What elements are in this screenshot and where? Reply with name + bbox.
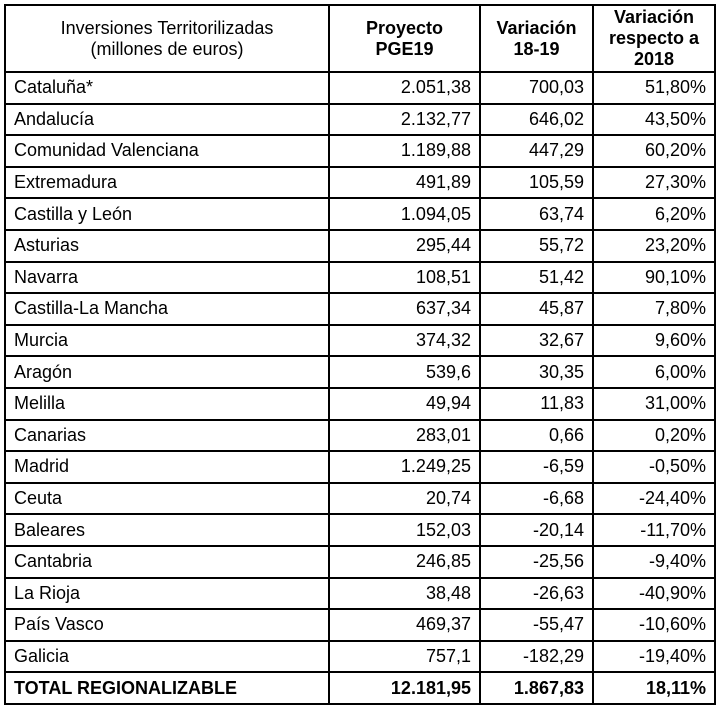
variacion-pct-cell: 31,00% <box>593 388 715 420</box>
table-row <box>5 609 715 641</box>
proyecto-cell: 1.094,05 <box>329 198 480 230</box>
header-variacion-pct-line1: Variación <box>613 7 695 27</box>
header-proyecto <box>329 5 480 72</box>
proyecto-cell: 2.051,38 <box>329 72 480 104</box>
variacion-cell: -20,14 <box>480 514 593 546</box>
table-row <box>5 167 715 199</box>
header-variacion-line1: Variación <box>496 17 577 38</box>
variacion-pct-cell: 51,80% <box>593 72 715 104</box>
table-row <box>5 262 715 294</box>
proyecto-cell: 469,37 <box>329 609 480 641</box>
table-row <box>5 198 715 230</box>
proyecto-cell: 246,85 <box>329 546 480 578</box>
region-cell: Canarias <box>5 420 329 452</box>
variacion-pct-cell: 43,50% <box>593 104 715 136</box>
variacion-pct-cell: 27,30% <box>593 167 715 199</box>
variacion-pct-cell: -11,70% <box>593 514 715 546</box>
table-row <box>5 546 715 578</box>
header-variacion <box>480 5 593 72</box>
variacion-cell: 63,74 <box>480 198 593 230</box>
region-cell: Castilla y León <box>5 198 329 230</box>
variacion-pct-cell: 60,20% <box>593 135 715 167</box>
table-row <box>5 135 715 167</box>
variacion-pct-cell: -24,40% <box>593 483 715 515</box>
investment-table <box>4 4 716 705</box>
total-variacion-pct: 18,11% <box>593 672 715 704</box>
region-cell: Navarra <box>5 262 329 294</box>
variacion-pct-cell: -0,50% <box>593 451 715 483</box>
region-cell: País Vasco <box>5 609 329 641</box>
table-row <box>5 325 715 357</box>
region-cell: Cantabria <box>5 546 329 578</box>
variacion-cell: -6,59 <box>480 451 593 483</box>
variacion-pct-cell: -10,60% <box>593 609 715 641</box>
region-cell: Andalucía <box>5 104 329 136</box>
proyecto-cell: 757,1 <box>329 641 480 673</box>
variacion-cell: -26,63 <box>480 578 593 610</box>
proyecto-cell: 49,94 <box>329 388 480 420</box>
variacion-pct-cell: -9,40% <box>593 546 715 578</box>
proyecto-cell: 295,44 <box>329 230 480 262</box>
proyecto-cell: 539,6 <box>329 356 480 388</box>
table-row <box>5 641 715 673</box>
region-cell: Extremadura <box>5 167 329 199</box>
variacion-cell: -6,68 <box>480 483 593 515</box>
header-proyecto-line2: PGE19 <box>375 38 434 59</box>
variacion-cell: 30,35 <box>480 356 593 388</box>
region-cell: Murcia <box>5 325 329 357</box>
region-cell: Ceuta <box>5 483 329 515</box>
proyecto-cell: 20,74 <box>329 483 480 515</box>
variacion-cell: -182,29 <box>480 641 593 673</box>
variacion-pct-cell: 9,60% <box>593 325 715 357</box>
variacion-cell: 11,83 <box>480 388 593 420</box>
region-cell: Castilla-La Mancha <box>5 293 329 325</box>
proyecto-cell: 374,32 <box>329 325 480 357</box>
variacion-cell: 32,67 <box>480 325 593 357</box>
variacion-cell: 447,29 <box>480 135 593 167</box>
header-row <box>5 5 715 72</box>
region-cell: Galicia <box>5 641 329 673</box>
variacion-pct-cell: 23,20% <box>593 230 715 262</box>
header-region-line2: (millones de euros) <box>90 38 244 59</box>
table-row <box>5 356 715 388</box>
proyecto-cell: 491,89 <box>329 167 480 199</box>
header-variacion-pct <box>593 5 715 72</box>
table-row <box>5 420 715 452</box>
proyecto-cell: 38,48 <box>329 578 480 610</box>
table-row <box>5 578 715 610</box>
region-cell: Comunidad Valenciana <box>5 135 329 167</box>
table-row <box>5 388 715 420</box>
header-proyecto-line1: Proyecto <box>365 17 444 38</box>
proyecto-cell: 108,51 <box>329 262 480 294</box>
variacion-pct-cell: 7,80% <box>593 293 715 325</box>
variacion-pct-cell: 6,00% <box>593 356 715 388</box>
variacion-cell: 55,72 <box>480 230 593 262</box>
variacion-cell: 51,42 <box>480 262 593 294</box>
table-row <box>5 293 715 325</box>
variacion-pct-cell: -19,40% <box>593 641 715 673</box>
table-row <box>5 514 715 546</box>
header-variacion-pct-line2: respecto a <box>608 28 700 48</box>
variacion-cell: 45,87 <box>480 293 593 325</box>
table-row <box>5 72 715 104</box>
header-variacion-line2: 18-19 <box>513 38 560 59</box>
table-row <box>5 230 715 262</box>
total-proyecto: 12.181,95 <box>329 672 480 704</box>
variacion-cell: 700,03 <box>480 72 593 104</box>
table-row <box>5 451 715 483</box>
region-cell: Baleares <box>5 514 329 546</box>
total-label: TOTAL REGIONALIZABLE <box>5 672 329 704</box>
variacion-cell: 105,59 <box>480 167 593 199</box>
region-cell: Madrid <box>5 451 329 483</box>
variacion-cell: 646,02 <box>480 104 593 136</box>
region-cell: La Rioja <box>5 578 329 610</box>
total-variacion: 1.867,83 <box>480 672 593 704</box>
variacion-cell: 0,66 <box>480 420 593 452</box>
region-cell: Melilla <box>5 388 329 420</box>
proyecto-cell: 637,34 <box>329 293 480 325</box>
region-cell: Aragón <box>5 356 329 388</box>
variacion-pct-cell: 90,10% <box>593 262 715 294</box>
header-region <box>5 5 329 72</box>
header-variacion-pct-line3: 2018 <box>633 49 675 69</box>
proyecto-cell: 152,03 <box>329 514 480 546</box>
region-cell: Cataluña* <box>5 72 329 104</box>
variacion-cell: -25,56 <box>480 546 593 578</box>
variacion-cell: -55,47 <box>480 609 593 641</box>
variacion-pct-cell: 6,20% <box>593 198 715 230</box>
variacion-pct-cell: -40,90% <box>593 578 715 610</box>
header-region-line1: Inversiones Territorilizadas <box>60 17 274 38</box>
total-row <box>5 672 715 704</box>
variacion-pct-cell: 0,20% <box>593 420 715 452</box>
region-cell: Asturias <box>5 230 329 262</box>
table-row <box>5 483 715 515</box>
proyecto-cell: 283,01 <box>329 420 480 452</box>
table-row <box>5 104 715 136</box>
proyecto-cell: 1.249,25 <box>329 451 480 483</box>
proyecto-cell: 1.189,88 <box>329 135 480 167</box>
proyecto-cell: 2.132,77 <box>329 104 480 136</box>
